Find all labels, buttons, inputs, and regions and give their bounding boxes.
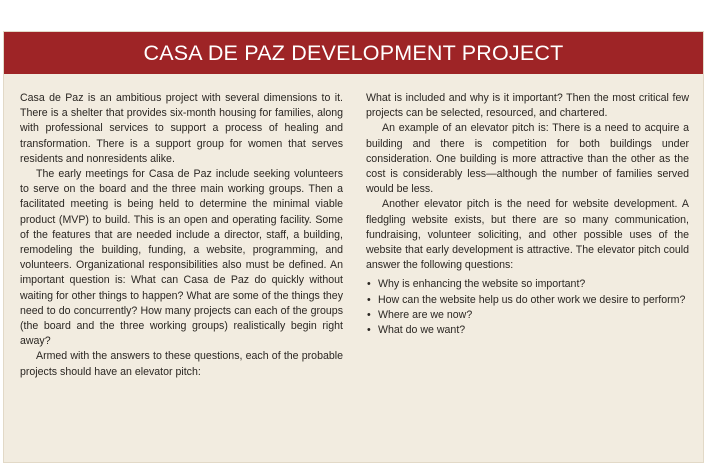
paragraph: An example of an elevator pitch is: There is a need to acquire a building and there is competition for both buildings under consideration. One building is more attractive than the other as the cost is considerably less—although the number of families served would be less. [366, 122, 689, 196]
list-item-text: What do we want? [378, 324, 466, 337]
paragraph: Casa de Paz is an ambitious project with several dimensions to it. There is a shelter that provides six-month housing for families, along with professional services to support a process of healing and transformation. There is a support group for women that serves residents and nonresidents alike. [20, 92, 343, 165]
list-item-text: Why is enhancing the website so important? [378, 278, 586, 291]
sidebar-panel [3, 31, 704, 463]
paragraph: Another elevator pitch is the need for website development. A fledgling website exists, but there are so many communication, fundraising, volunteer soliciting, and other possible uses of the website that early development is attractive. The elevator pitch could answer the following questions: [366, 198, 689, 272]
paragraph: Armed with the answers to these questions, each of the probable projects should have an elevator pitch: [20, 350, 343, 378]
panel-title: CASA DE PAZ DEVELOPMENT PROJECT [143, 40, 564, 65]
bullet-icon: • [367, 293, 371, 306]
list-item-text: Where are we now? [378, 308, 473, 321]
list-item [366, 293, 689, 308]
list-item-text: How can the website help us do other work we desire to perform? [378, 293, 686, 306]
title-banner [4, 32, 703, 74]
question-list [366, 277, 689, 338]
paragraph: The early meetings for Casa de Paz include seeking volunteers to serve on the board and the three main working groups. Then a facilitated meeting is being held to determine the minimal viable product (MVP) to build. This is an open and operating facility. Some of the features that are needed include a director, staff, a building, remodeling the building, funding, a website, programming, and volunteers. Organizational responsibilities also must be defined. An important question is: What can Casa de Paz do quickly without waiting for other things to happen? What are some of the things they need to do concurrently? How many projects can each of the groups (the board and the three working groups) realistically begin right away? [20, 168, 343, 348]
list-item [366, 323, 689, 338]
paragraph: What is included and why is it important? Then the most critical few projects can be selected, resourced, and chartered. [366, 92, 689, 120]
bullet-icon: • [367, 308, 371, 321]
left-column [20, 91, 343, 380]
bullet-icon: • [367, 324, 371, 337]
bullet-icon: • [367, 278, 371, 291]
list-item [366, 308, 689, 323]
right-column [366, 91, 689, 338]
list-item [366, 277, 689, 292]
